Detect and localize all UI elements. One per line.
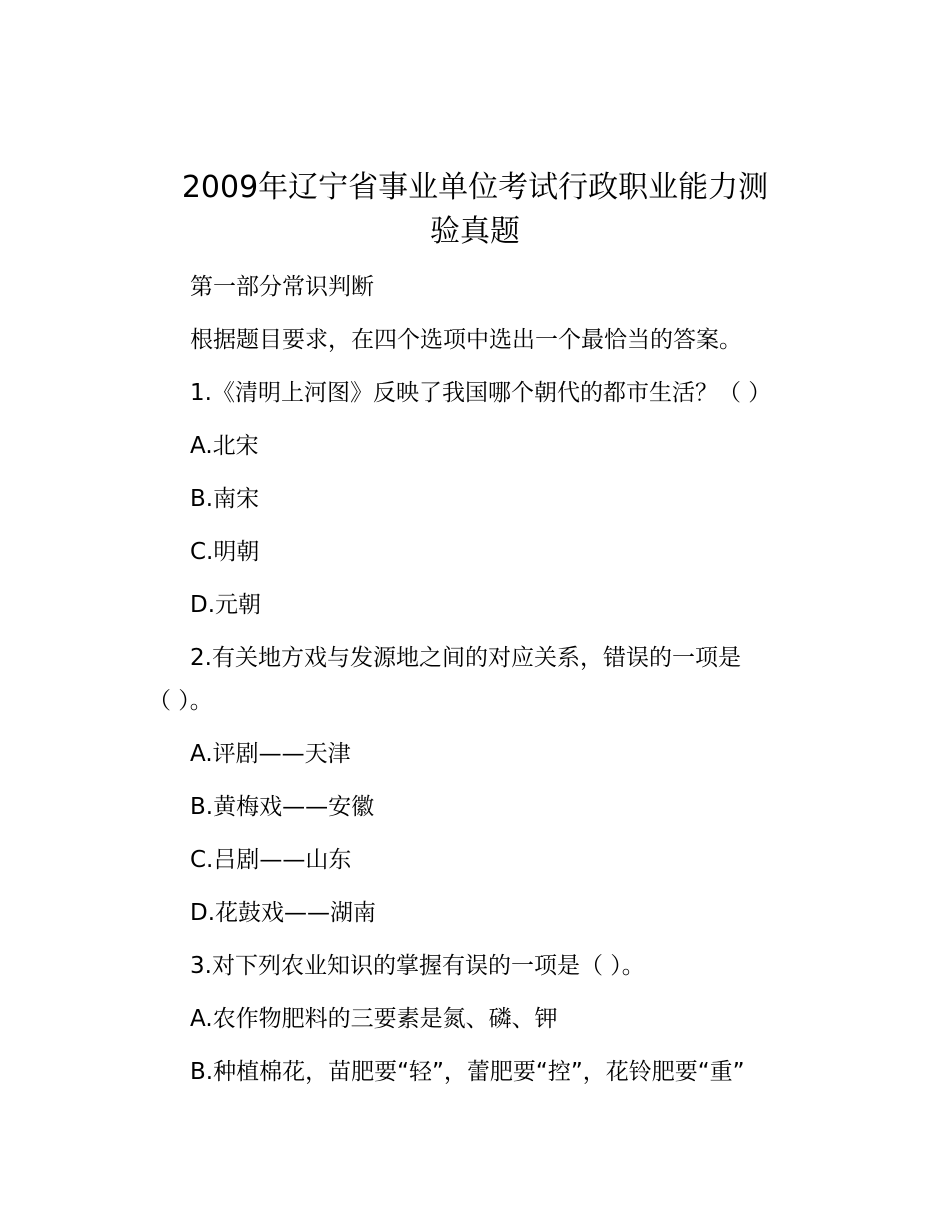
- section-heading: 第一部分常识判断: [190, 274, 374, 300]
- document-title: [140, 166, 810, 254]
- question-2-line-1: 2.有关地方戏与发源地之间的对应关系，错误的一项是: [190, 645, 741, 671]
- q3-option-a: A.农作物肥料的三要素是氮、磷、钾: [190, 1006, 558, 1032]
- q2-option-c: C.吕剧——山东: [190, 847, 352, 873]
- q1-option-b: B.南宋: [190, 486, 260, 512]
- title-line-2: 验真题: [430, 214, 520, 249]
- q3-option-b: B.种植棉花，苗肥要“轻”，蕾肥要“控”，花铃肥要“重”: [190, 1059, 745, 1085]
- q1-option-a: A.北宋: [190, 433, 259, 459]
- q1-option-d: D.元朝: [190, 592, 262, 618]
- title-line-1: 2009年辽宁省事业单位考试行政职业能力测: [181, 170, 769, 205]
- q2-option-d: D.花鼓戏——湖南: [190, 900, 377, 926]
- question-3: 3.对下列农业知识的掌握有误的一项是（ ）。: [190, 953, 645, 979]
- q1-option-c: C.明朝: [190, 539, 260, 565]
- question-1: 1.《清明上河图》反映了我国哪个朝代的都市生活？（ ）: [190, 380, 772, 406]
- instruction-text: 根据题目要求，在四个选项中选出一个最恰当的答案。: [190, 327, 742, 353]
- q2-option-b: B.黄梅戏——安徽: [190, 794, 375, 820]
- q2-option-a: A.评剧——天津: [190, 741, 351, 767]
- question-2-line-2: （ ）。: [148, 688, 213, 714]
